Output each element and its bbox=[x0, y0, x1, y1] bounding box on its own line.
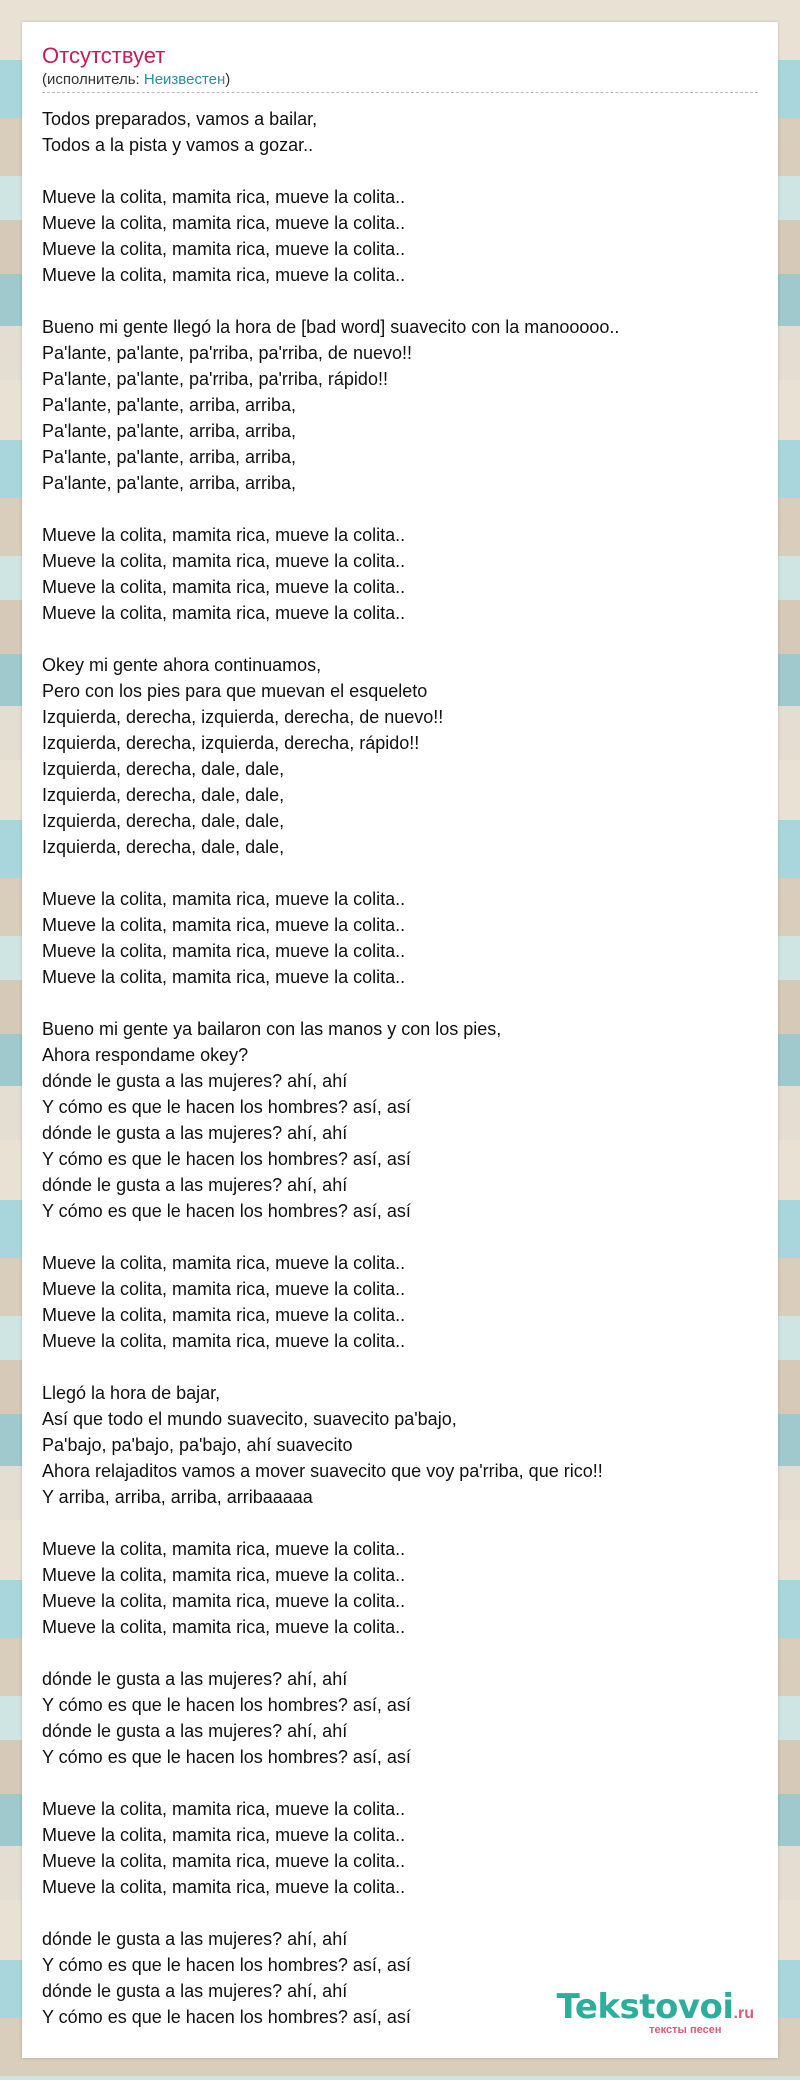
lyrics-line: Mueve la colita, mamita rica, mueve la colita.. bbox=[42, 967, 406, 987]
lyrics-stanza bbox=[42, 652, 758, 860]
lyrics-stanza bbox=[42, 1380, 758, 1510]
lyrics-line: Mueve la colita, mamita rica, mueve la colita.. bbox=[42, 1539, 406, 1559]
lyrics-line: Izquierda, derecha, izquierda, derecha, de nuevo!! bbox=[42, 707, 444, 727]
lyrics-line: Y arriba, arriba, arriba, arribaaaaa bbox=[42, 1487, 313, 1507]
logo-main-text: Tekstovoi bbox=[556, 1987, 734, 2027]
lyrics-line: dónde le gusta a las mujeres? ahí, ahí bbox=[42, 1669, 348, 1689]
lyrics-line: Mueve la colita, mamita rica, mueve la colita.. bbox=[42, 1877, 406, 1897]
lyrics-line: Mueve la colita, mamita rica, mueve la colita.. bbox=[42, 1305, 406, 1325]
lyrics-line: Okey mi gente ahora continuamos, bbox=[42, 655, 322, 675]
lyrics-line: Ahora respondame okey? bbox=[42, 1045, 249, 1065]
lyrics-line: Izquierda, derecha, izquierda, derecha, rápido!! bbox=[42, 733, 420, 753]
lyrics-stanza bbox=[42, 522, 758, 626]
lyrics-line: Mueve la colita, mamita rica, mueve la colita.. bbox=[42, 1565, 406, 1585]
lyrics-line: Pa'bajo, pa'bajo, pa'bajo, ahí suavecito bbox=[42, 1435, 353, 1455]
lyrics-body bbox=[42, 106, 758, 2056]
lyrics-line: Mueve la colita, mamita rica, mueve la colita.. bbox=[42, 577, 406, 597]
logo-tld: .ru bbox=[733, 2005, 754, 2022]
lyrics-line: Mueve la colita, mamita rica, mueve la colita.. bbox=[42, 1851, 406, 1871]
song-header bbox=[42, 42, 758, 93]
lyrics-line: dónde le gusta a las mujeres? ahí, ahí bbox=[42, 1929, 348, 1949]
lyrics-line: Mueve la colita, mamita rica, mueve la colita.. bbox=[42, 187, 406, 207]
lyrics-line: Mueve la colita, mamita rica, mueve la colita.. bbox=[42, 1591, 406, 1611]
site-logo[interactable] bbox=[556, 1987, 754, 2036]
lyrics-stanza bbox=[42, 184, 758, 288]
song-title: Отсутствует bbox=[42, 43, 166, 68]
lyrics-stanza bbox=[42, 314, 758, 496]
lyrics-line: Llegó la hora de bajar, bbox=[42, 1383, 221, 1403]
lyrics-line: Y cómo es que le hacen los hombres? así, así bbox=[42, 1097, 411, 1117]
lyrics-line: Y cómo es que le hacen los hombres? así, así bbox=[42, 1747, 411, 1767]
lyrics-stanza bbox=[42, 1666, 758, 1770]
lyrics-line: Mueve la colita, mamita rica, mueve la colita.. bbox=[42, 213, 406, 233]
lyrics-line: Y cómo es que le hacen los hombres? así, así bbox=[42, 1695, 411, 1715]
lyrics-line: dónde le gusta a las mujeres? ahí, ahí bbox=[42, 1981, 348, 2001]
lyrics-line: Mueve la colita, mamita rica, mueve la colita.. bbox=[42, 1253, 406, 1273]
lyrics-line: Mueve la colita, mamita rica, mueve la colita.. bbox=[42, 1825, 406, 1845]
performer-line bbox=[42, 70, 758, 93]
lyrics-line: Mueve la colita, mamita rica, mueve la colita.. bbox=[42, 1617, 406, 1637]
performer-link[interactable]: Неизвестен bbox=[143, 71, 226, 88]
lyrics-line: Izquierda, derecha, dale, dale, bbox=[42, 785, 285, 805]
lyrics-line: dónde le gusta a las mujeres? ahí, ahí bbox=[42, 1071, 348, 1091]
lyrics-line: Pa'lante, pa'lante, arriba, arriba, bbox=[42, 473, 297, 493]
lyrics-line: Y cómo es que le hacen los hombres? así, así bbox=[42, 2007, 411, 2027]
lyrics-line: Mueve la colita, mamita rica, mueve la colita.. bbox=[42, 603, 406, 623]
lyrics-line: Mueve la colita, mamita rica, mueve la colita.. bbox=[42, 941, 406, 961]
lyrics-line: Mueve la colita, mamita rica, mueve la colita.. bbox=[42, 1799, 406, 1819]
lyrics-line: Y cómo es que le hacen los hombres? así, así bbox=[42, 1149, 411, 1169]
lyrics-line: Todos preparados, vamos a bailar, bbox=[42, 109, 318, 129]
performer-prefix: (исполнитель: bbox=[42, 71, 144, 88]
lyrics-line: dónde le gusta a las mujeres? ahí, ahí bbox=[42, 1175, 348, 1195]
lyrics-stanza bbox=[42, 1796, 758, 1900]
lyrics-stanza bbox=[42, 1016, 758, 1224]
lyrics-line: Pa'lante, pa'lante, arriba, arriba, bbox=[42, 447, 297, 467]
lyrics-stanza bbox=[42, 886, 758, 990]
lyrics-line: Y cómo es que le hacen los hombres? así, así bbox=[42, 1955, 411, 1975]
lyrics-stanza bbox=[42, 106, 758, 158]
lyrics-line: Ahora relajaditos vamos a mover suavecito que voy pa'rriba, que rico!! bbox=[42, 1461, 603, 1481]
lyrics-line: Y cómo es que le hacen los hombres? así, así bbox=[42, 1201, 411, 1221]
lyrics-line: Mueve la colita, mamita rica, mueve la colita.. bbox=[42, 1279, 406, 1299]
lyrics-line: Todos a la pista y vamos a gozar.. bbox=[42, 135, 314, 155]
lyrics-line: Mueve la colita, mamita rica, mueve la colita.. bbox=[42, 915, 406, 935]
performer-suffix: ) bbox=[225, 71, 231, 88]
lyrics-line: Mueve la colita, mamita rica, mueve la colita.. bbox=[42, 239, 406, 259]
lyrics-card bbox=[22, 22, 778, 2058]
lyrics-line: Pa'lante, pa'lante, pa'rriba, pa'rriba, de nuevo!! bbox=[42, 343, 412, 363]
lyrics-line: Así que todo el mundo suavecito, suavecito pa'bajo, bbox=[42, 1409, 457, 1429]
lyrics-line: Mueve la colita, mamita rica, mueve la colita.. bbox=[42, 265, 406, 285]
logo-subtitle: тексты песен bbox=[649, 2024, 722, 2036]
lyrics-line: Izquierda, derecha, dale, dale, bbox=[42, 759, 285, 779]
lyrics-line: Mueve la colita, mamita rica, mueve la colita.. bbox=[42, 1331, 406, 1351]
lyrics-line: Mueve la colita, mamita rica, mueve la colita.. bbox=[42, 551, 406, 571]
lyrics-line: Izquierda, derecha, dale, dale, bbox=[42, 837, 285, 857]
lyrics-line: dónde le gusta a las mujeres? ahí, ahí bbox=[42, 1721, 348, 1741]
lyrics-stanza bbox=[42, 1536, 758, 1640]
lyrics-line: dónde le gusta a las mujeres? ahí, ahí bbox=[42, 1123, 348, 1143]
lyrics-line: Bueno mi gente ya bailaron con las manos y con los pies, bbox=[42, 1019, 502, 1039]
lyrics-line: Pa'lante, pa'lante, arriba, arriba, bbox=[42, 395, 297, 415]
lyrics-line: Izquierda, derecha, dale, dale, bbox=[42, 811, 285, 831]
lyrics-line: Pa'lante, pa'lante, arriba, arriba, bbox=[42, 421, 297, 441]
lyrics-line: Mueve la colita, mamita rica, mueve la colita.. bbox=[42, 525, 406, 545]
lyrics-line: Mueve la colita, mamita rica, mueve la colita.. bbox=[42, 889, 406, 909]
lyrics-line: Pa'lante, pa'lante, pa'rriba, pa'rriba, rápido!! bbox=[42, 369, 388, 389]
lyrics-line: Bueno mi gente llegó la hora de [bad word] suavecito con la manooooo.. bbox=[42, 317, 620, 337]
lyrics-line: Pero con los pies para que muevan el esqueleto bbox=[42, 681, 428, 701]
lyrics-stanza bbox=[42, 1250, 758, 1354]
